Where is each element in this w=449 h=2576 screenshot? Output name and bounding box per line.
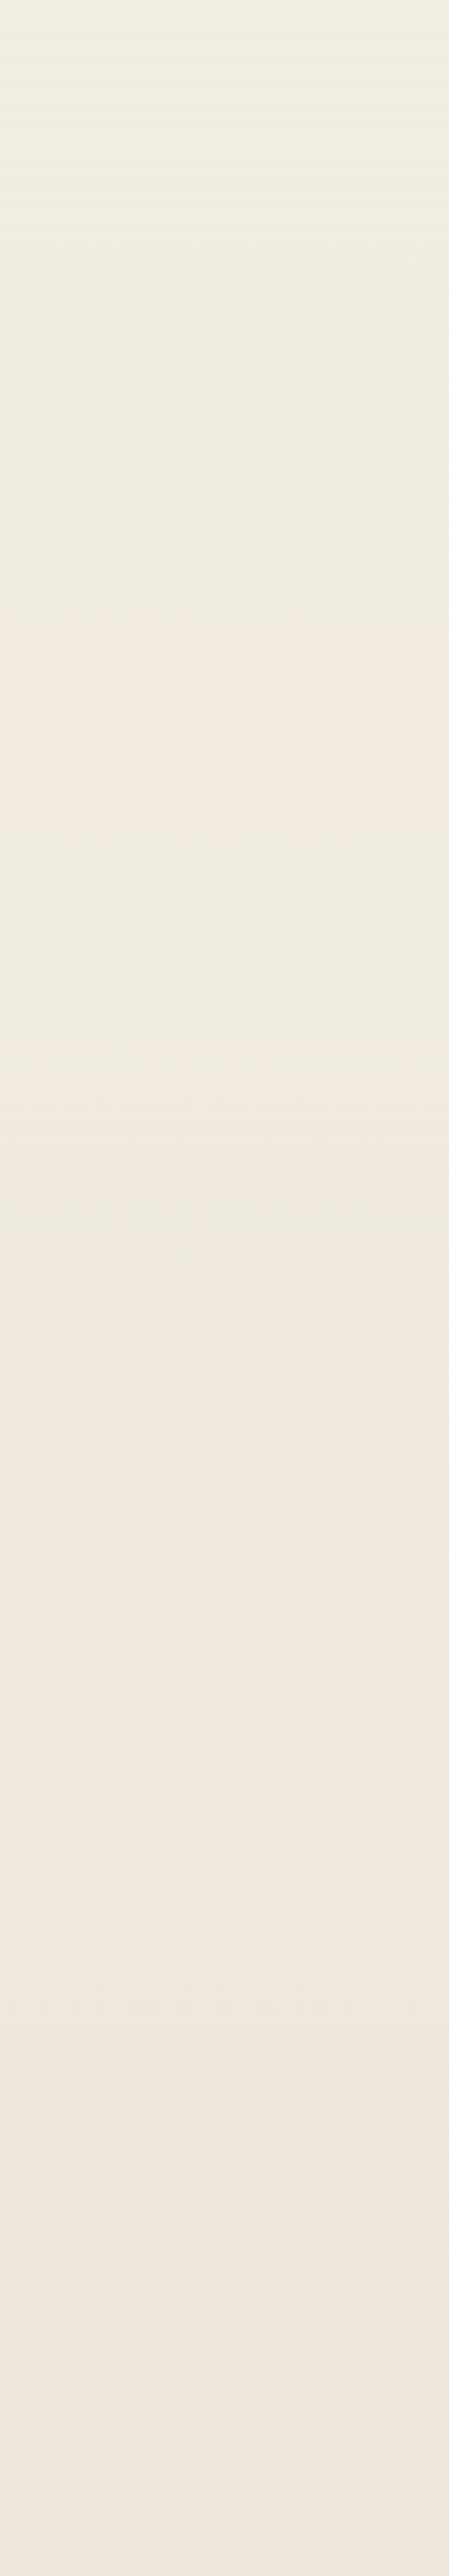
article-column [9,11,440,2554]
signature-row [9,2531,440,2559]
